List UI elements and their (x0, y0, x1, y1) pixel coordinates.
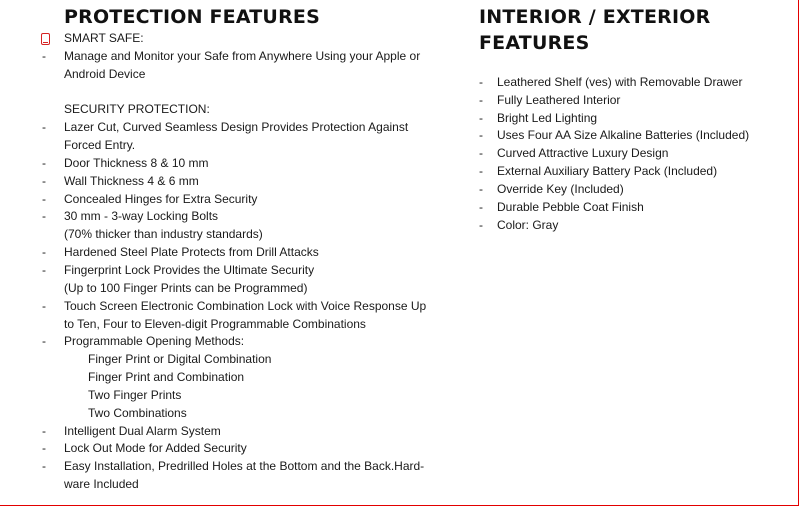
bullet-text: Two Finger Prints (88, 387, 182, 402)
bullet-item-continuation (40, 137, 450, 155)
protection-features-column (40, 4, 450, 494)
bullet-item-continuation (40, 66, 450, 84)
bullet-text: Touch Screen Electronic Combination Lock with Voice Response Up (64, 298, 427, 313)
bullet-dash: - (42, 298, 46, 313)
bullet-text: Fingerprint Lock Provides the Ultimate Security (64, 262, 315, 277)
bullet-text: External Auxiliary Battery Pack (Included) (497, 164, 718, 179)
bullet-text: Forced Entry. (64, 138, 136, 153)
bullet-dash: - (42, 120, 46, 135)
bullet-dash: - (479, 110, 483, 125)
bullet-item (479, 145, 779, 163)
bullet-item (40, 48, 450, 66)
bullet-text: Intelligent Dual Alarm System (64, 423, 221, 438)
bullet-item (479, 92, 779, 110)
bullet-item (40, 119, 450, 137)
bullet-item (40, 440, 450, 458)
bullet-item (40, 191, 450, 209)
bullet-item-continuation (40, 280, 450, 298)
bullet-text: Lock Out Mode for Added Security (64, 441, 247, 456)
security-protection-list (40, 119, 450, 351)
bullet-text: Lazer Cut, Curved Seamless Design Provides Protection Against (64, 120, 409, 135)
bullet-item-continuation (40, 226, 450, 244)
bullet-dash: - (479, 199, 483, 214)
bullet-text: Fully Leathered Interior (497, 92, 621, 107)
phone-icon (41, 33, 50, 45)
bullet-text: Curved Attractive Luxury Design (497, 146, 669, 161)
bullet-item (40, 423, 450, 441)
spacer (479, 56, 779, 74)
bullet-text: (70% thicker than industry standards) (64, 227, 263, 242)
bullet-item (40, 262, 450, 280)
bullet-dash: - (479, 181, 483, 196)
bullet-item (40, 173, 450, 191)
interior-exterior-features-title: INTERIOR / EXTERIOR FEATURES (479, 6, 711, 54)
bullet-text: 30 mm - 3-way Locking Bolts (64, 209, 219, 224)
bullet-dash: - (42, 441, 46, 456)
bullet-item (40, 298, 450, 316)
bullet-item (479, 110, 779, 128)
bullet-dash: - (42, 209, 46, 224)
bullet-text: Easy Installation, Predrilled Holes at the Bottom and the Back.Hard- (64, 459, 425, 474)
bullet-dash: - (42, 173, 46, 188)
bullet-text: Override Key (Included) (497, 181, 624, 196)
bullet-text: Manage and Monitor your Safe from Anywhere Using your Apple or (64, 48, 421, 63)
bullet-dash: - (42, 262, 46, 277)
bullet-dash: - (42, 334, 46, 349)
bullet-dash: - (479, 146, 483, 161)
bullet-item (479, 217, 779, 235)
security-protection-list-continued (40, 423, 450, 494)
bullet-dash: - (42, 191, 46, 206)
bullet-text: Color: Gray (497, 217, 559, 232)
bullet-dash: - (42, 155, 46, 170)
bullet-text: Android Device (64, 66, 146, 81)
bullet-item-continuation (40, 476, 450, 494)
bullet-text: Leathered Shelf (ves) with Removable Drawer (497, 74, 743, 89)
bullet-dash: - (479, 164, 483, 179)
bullet-item (40, 155, 450, 173)
bullet-item (40, 208, 450, 226)
bullet-dash: - (479, 217, 483, 232)
opening-method-item (40, 387, 450, 405)
bullet-text: to Ten, Four to Eleven-digit Programmable Combinations (64, 316, 366, 331)
bullet-dash: - (479, 128, 483, 143)
bullet-dash: - (42, 459, 46, 474)
bullet-item (479, 127, 779, 145)
bullet-text: Programmable Opening Methods: (64, 334, 245, 349)
bullet-item-continuation (40, 316, 450, 334)
bullet-item (40, 333, 450, 351)
opening-method-item (40, 369, 450, 387)
bullet-text: Two Combinations (88, 405, 187, 420)
bullet-text: Finger Print or Digital Combination (88, 352, 272, 367)
bullet-text: Finger Print and Combination (88, 370, 245, 385)
bullet-text: Concealed Hinges for Extra Security (64, 191, 258, 206)
spacer (40, 84, 450, 102)
bullet-dash: - (42, 245, 46, 260)
bullet-item (479, 181, 779, 199)
protection-features-title: PROTECTION FEATURES (64, 6, 320, 28)
bullet-item (40, 458, 450, 476)
interior-exterior-features-list (479, 74, 779, 235)
smart-safe-list (40, 48, 450, 84)
bullet-text: Durable Pebble Coat Finish (497, 199, 644, 214)
opening-method-item (40, 351, 450, 369)
smart-safe-heading: SMART SAFE: (40, 30, 450, 48)
opening-methods-list (40, 351, 450, 422)
bullet-dash: - (479, 74, 483, 89)
bullet-dash: - (42, 48, 46, 63)
bullet-text: Bright Led Lighting (497, 110, 598, 125)
opening-method-item (40, 405, 450, 423)
bullet-text: Uses Four AA Size Alkaline Batteries (Included) (497, 128, 750, 143)
bullet-dash: - (479, 92, 483, 107)
bullet-item (479, 163, 779, 181)
bullet-item (40, 244, 450, 262)
bullet-text: (Up to 100 Finger Prints can be Programmed) (64, 280, 308, 295)
bullet-text: Hardened Steel Plate Protects from Drill Attacks (64, 245, 319, 260)
bullet-text: Wall Thickness 4 & 6 mm (64, 173, 199, 188)
bullet-item (479, 74, 779, 92)
bullet-dash: - (42, 423, 46, 438)
security-protection-heading: SECURITY PROTECTION: (64, 102, 210, 117)
bullet-text: Door Thickness 8 & 10 mm (64, 155, 209, 170)
bullet-text: ware Included (64, 477, 139, 492)
bullet-item (479, 199, 779, 217)
interior-exterior-features-column (479, 4, 779, 234)
